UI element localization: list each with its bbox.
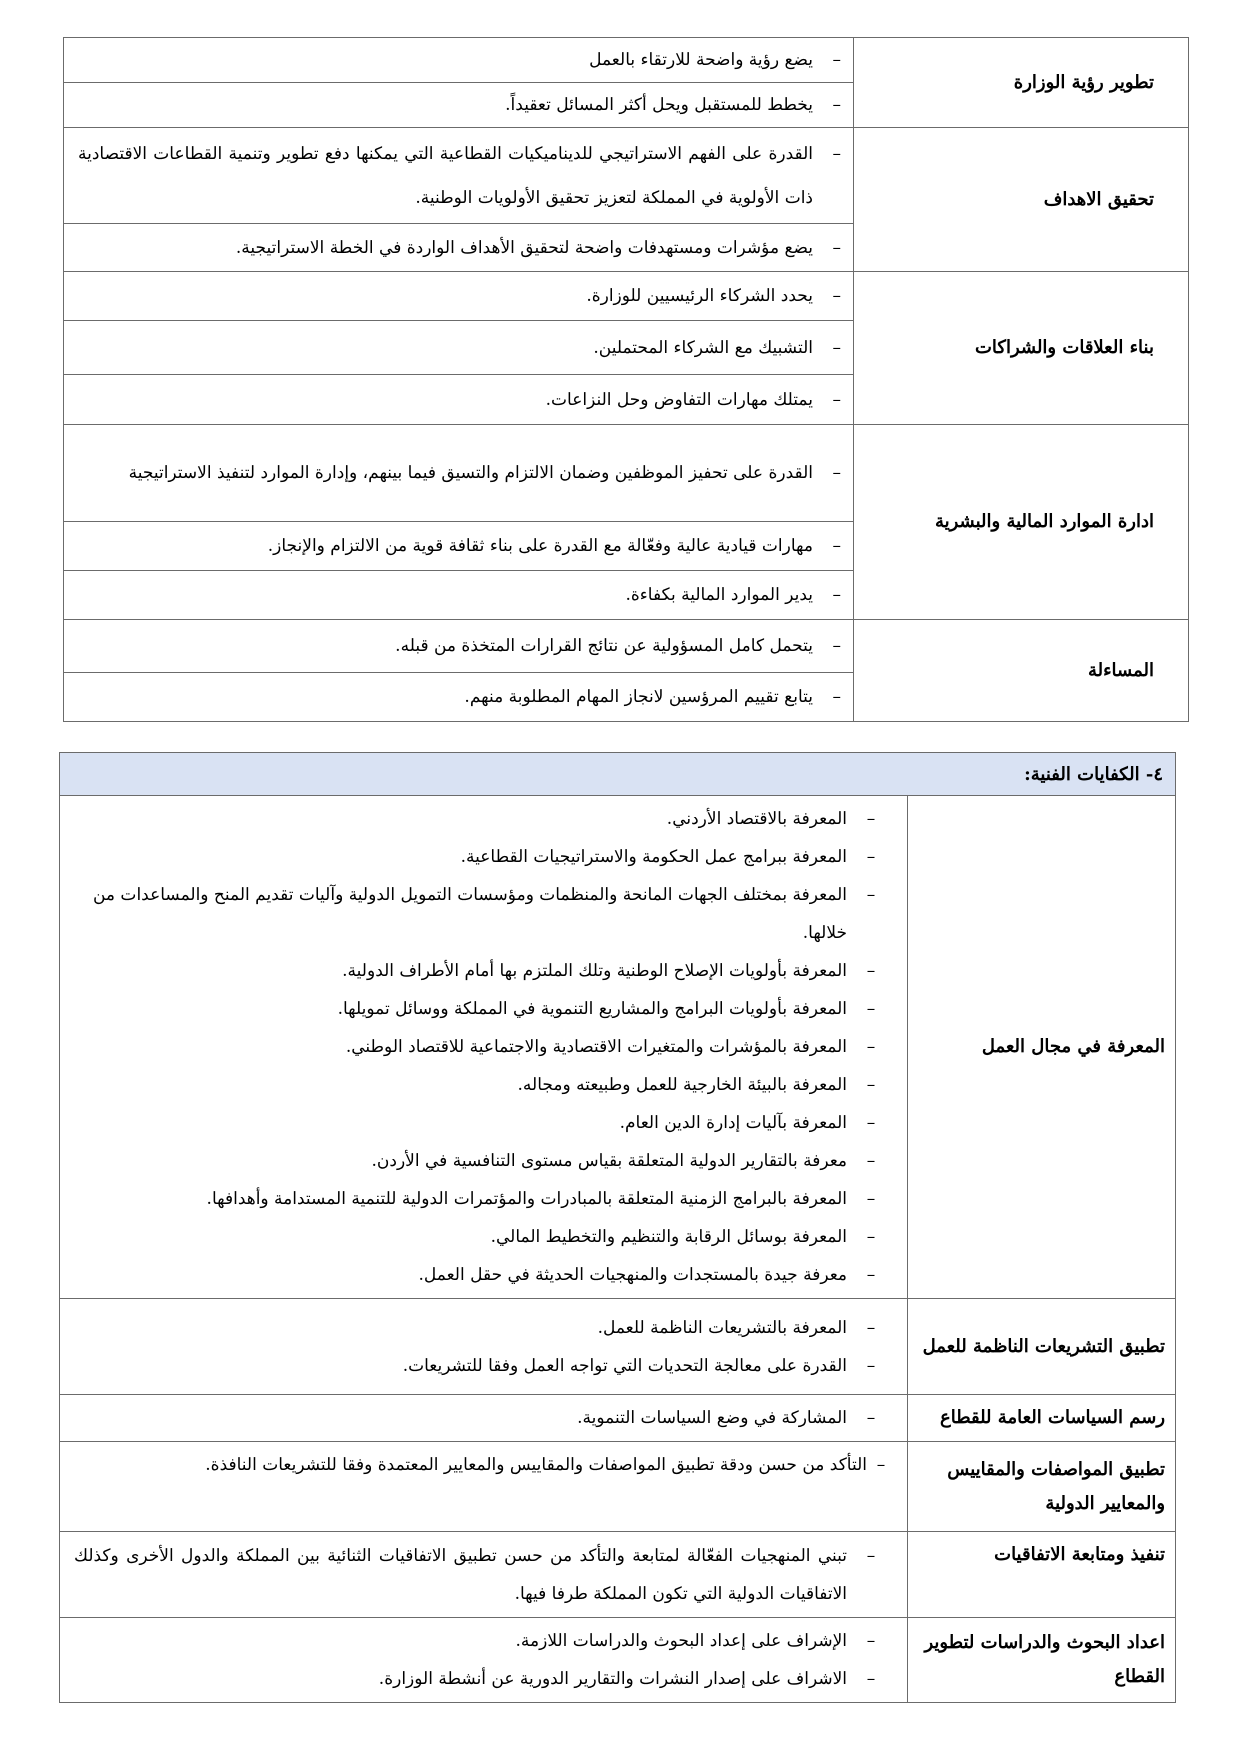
list-item: – تبني المنهجيات الفعّالة لمتابعة والتأكد من حسن تطبيق الاتفاقيات الثنائية بين المملكة والدول الأخرى وكذلك الاتفاقيات الدولية التي تكون المملكة طرفا فيها. <box>74 1545 876 1604</box>
list-item: – المعرفة بوسائل الرقابة والتنظيم والتخطيط المالي. <box>490 1227 876 1247</box>
competency-item: – مهارات قيادية عالية وفعّالة مع القدرة على بناء ثقافة قوية من الالتزام والإنجاز. <box>64 522 854 571</box>
competency-item: – يدير الموارد المالية بكفاءة. <box>64 571 854 620</box>
list-item: – المعرفة بأولويات البرامج والمشاريع التنموية في المملكة ووسائل تمويلها. <box>337 999 876 1019</box>
competency-list <box>60 1395 908 1442</box>
competency-title: تنفيذ ومتابعة الاتفاقيات <box>908 1532 1176 1618</box>
competency-list <box>60 1532 908 1618</box>
list-item: – الإشراف على إعداد البحوث والدراسات اللازمة. <box>515 1631 876 1651</box>
list-item: – المعرفة بأولويات الإصلاح الوطنية وتلك الملتزم بها أمام الأطراف الدولية. <box>342 961 876 981</box>
list-item: – الاشراف على إصدار النشرات والتقارير الدورية عن أنشطة الوزارة. <box>378 1669 876 1689</box>
competency-list <box>60 1299 908 1395</box>
list-item: – التأكد من حسن ودقة تطبيق المواصفات والمقاييس والمعايير المعتمدة وفقا للتشريعات النافذة. <box>205 1455 886 1475</box>
competency-item: – يتابع تقييم المرؤسين لانجاز المهام المطلوبة منهم. <box>64 673 854 722</box>
competency-title: المعرفة في مجال العمل <box>908 796 1176 1299</box>
competency-title: رسم السياسات العامة للقطاع <box>908 1395 1176 1442</box>
competency-title: تطبيق التشريعات الناظمة للعمل <box>908 1299 1176 1395</box>
competency-item: – القدرة على الفهم الاستراتيجي للديناميكيات القطاعية التي يمكنها دفع تطوير وتنمية القطاعات الاقتصادية ذات الأولوية في المملكة لتعزيز تحقيق الأولويات الوطنية. <box>64 128 854 224</box>
competency-item: – يتحمل كامل المسؤولية عن نتائج القرارات المتخذة من قبله. <box>64 620 854 673</box>
list-item: – المشاركة في وضع السياسات التنموية. <box>577 1408 876 1428</box>
competency-item: – يضع رؤية واضحة للارتقاء بالعمل <box>64 38 854 83</box>
leadership-competencies-table <box>63 37 1189 722</box>
list-item: – القدرة على معالجة التحديات التي تواجه العمل وفقا للتشريعات. <box>402 1355 876 1376</box>
technical-competencies-table <box>59 752 1176 1703</box>
list-item: – معرفة بالتقارير الدولية المتعلقة بقياس مستوى التنافسية في الأردن. <box>371 1151 876 1171</box>
list-item: – المعرفة بالتشريعات الناظمة للعمل. <box>597 1317 876 1338</box>
competency-list <box>60 1442 908 1532</box>
competency-item: – يضع مؤشرات ومستهدفات واضحة لتحقيق الأهداف الواردة في الخطة الاستراتيجية. <box>64 224 854 272</box>
competency-title: المساءلة <box>854 620 1189 722</box>
section-header: ٤- الكفايات الفنية: <box>60 753 1176 796</box>
competency-item: – التشبيك مع الشركاء المحتملين. <box>64 321 854 375</box>
list-item: – المعرفة بمختلف الجهات المانحة والمنظمات ومؤسسات التمويل الدولية وآليات تقديم المنح والمساعدات من خلالها. <box>92 885 876 943</box>
competency-item: – يحدد الشركاء الرئيسيين للوزارة. <box>64 272 854 321</box>
competency-title: ادارة الموارد المالية والبشرية <box>854 425 1189 620</box>
list-item: – المعرفة بالبرامج الزمنية المتعلقة بالمبادرات والمؤتمرات الدولية للتنمية المستدامة وأهدافها. <box>206 1189 876 1209</box>
competency-item: – يخطط للمستقبل ويحل أكثر المسائل تعقيداً. <box>64 83 854 128</box>
competency-title: بناء العلاقات والشراكات <box>854 272 1189 425</box>
competency-list <box>60 1618 908 1703</box>
competency-title: اعداد البحوث والدراسات لتطوير القطاع <box>908 1618 1176 1703</box>
competency-title: تطوير رؤية الوزارة <box>854 38 1189 128</box>
list-item: – المعرفة ببرامج عمل الحكومة والاستراتيجيات القطاعية. <box>460 847 876 867</box>
competency-title: تحقيق الاهداف <box>854 128 1189 272</box>
list-item: – معرفة جيدة بالمستجدات والمنهجيات الحديثة في حقل العمل. <box>418 1265 876 1285</box>
competency-list <box>60 796 908 1299</box>
competency-title: تطبيق المواصفات والمقاييس والمعايير الدولية <box>908 1442 1176 1532</box>
competency-item: – يمتلك مهارات التفاوض وحل النزاعات. <box>64 375 854 425</box>
list-item: – المعرفة بالبيئة الخارجية للعمل وطبيعته ومجاله. <box>517 1075 876 1095</box>
list-item: – المعرفة بالاقتصاد الأردني. <box>666 809 876 829</box>
list-item: – المعرفة بآليات إدارة الدين العام. <box>619 1113 876 1133</box>
competency-item: – القدرة على تحفيز الموظفين وضمان الالتزام والتسيق فيما بينهم، وإدارة الموارد لتنفيذ الاستراتيجية <box>64 425 854 522</box>
list-item: – المعرفة بالمؤشرات والمتغيرات الاقتصادية والاجتماعية للاقتصاد الوطني. <box>345 1037 876 1057</box>
